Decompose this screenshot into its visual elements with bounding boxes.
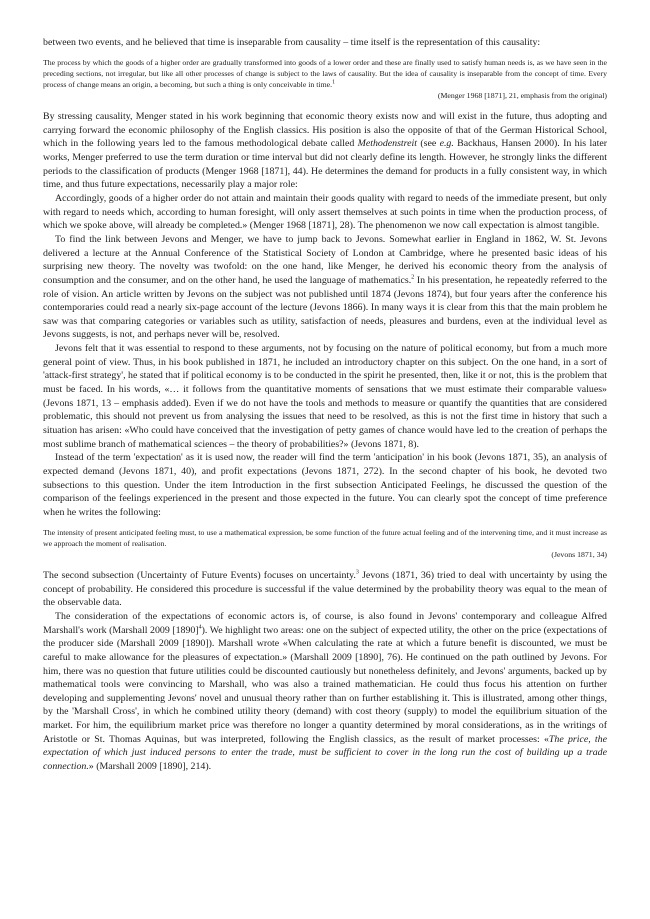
text-run: The consideration of the expectations of economic actors is, of course, is also found in Jevons' contemporary and colleague Alfred Marshall's work (Marshall 2009 [1890] bbox=[43, 610, 607, 636]
text-run: ). We highlight two areas: one on the subject of expected utility, the other on the price (expectations of the producer side (Marshall 2009 [1890]). Marshall wrote «When calculating the rate at which a future benefit is discounted, we must be careful to make allowance for the pleasures of expectation.» (Marshall 2009 [1890], 76). He continued on the path outlined by Jevons. For him, there was no question that future utilities could be discounted cautiously but nonetheless definitely, and Jevons' arguments, backed up by mathematical tools were convincing to Marshall, who was also a trained mathematician. He could thus focus his attention on further developing and supplementing Jevons' novel and unusual theory rather than on further establishing it. This is illustrated, among other things, by the 'Marshall Cross', in which he combined utility theory (demand) with cost theory (supply) to model the equilibrium situation of the market. For him, the equilibrium market price was therefore no longer a quantity determined by moral considerations, as in the writings of Aristotle or St. Thomas Aquinas, but was interpreted, following the English classics, as the result of market processes: « bbox=[43, 624, 607, 745]
block-quote-text: The intensity of present anticipated feeling must, to use a mathematical expression, be some function of the future actual feeling and of the intervening time, and it must increase as we approach the moment of realisation. bbox=[43, 527, 607, 548]
footnote-marker[interactable]: 4 bbox=[198, 624, 202, 631]
text-run: Jevons (1871, 36) tried to deal with uncertainty by using the concept of probability. He considered this procedure is successful if the value determined by the probability theory was equal to the mean of the observable data. bbox=[43, 569, 607, 609]
text-run: The second subsection (Uncertainty of Future Events) focuses on uncertainty. bbox=[43, 569, 356, 581]
paragraph-marshall bbox=[43, 610, 607, 774]
paragraph-jevons-lecture bbox=[43, 233, 607, 342]
text-run: In his presentation, he repeatedly referred to the role of vision. An article written by Jevons on the subject was not published until 1874 (Jevons 1874), but four years after the conference his contemporaries could read a nearly six-page account of the lecture (Jevons 1866). In many ways it is clear from this that the main problem he saw was that comparing categories or variables such as utility, satisfaction of needs, pleasures and burdens, even at the individual level as Jevons suggests, is not, and perhaps never will be, resolved. bbox=[43, 274, 607, 341]
text-run: » (Marshall 2009 [1890], 214). bbox=[88, 761, 212, 773]
text-run: To find the link between Jevons and Menger, we have to jump back to Jevons. Somewhat earlier in England in 1862, W. St. Jevons delivered a lecture at the Annual Conference of the Statistical Society of London at Cambridge, where he presented basic ideas of his surprising new theory. The novelty was twofold: on the one hand, like Menger, he derived his economic theory from the analysis of consumption and the consumer, and on the other hand, he used the language of mathematics. bbox=[43, 233, 607, 286]
footnote-marker[interactable]: 1 bbox=[332, 79, 336, 86]
paragraph-intro: between two events, and he believed that time is inseparable from causality – time itself is the representation of this causality: bbox=[43, 37, 541, 48]
text-run: (see bbox=[417, 138, 440, 150]
paragraph-causality bbox=[43, 110, 607, 192]
paragraph-jevons-response: Jevons felt that it was essential to respond to these arguments, not by focusing on the nature of political economy, but from a much more general point of view. Thus, in his book published in 1871, he included an introductory chapter on this subject. On the one hand, in a sort of 'attack-first strategy', he stated that if political economy is to be conducted in the spirit he presented, then, like it or not, this is the problem that must be faced. In his words, «… it follows from the quantitative moments of sensations that we must estimate their comparable values» (Jevons 1871, 13 – emphasis added). Even if we do not have the tools and methods to measure or quantify the quantities that are considered problematic, this should not prevent us from analysing the issues that need to be resolved, as this is not the first time in history that such a situation has arisen: «Who could have conceived that the investigation of petty games of chance would have led to the creation of perhaps the most sublime branch of mathematical sciences – the theory of probabilities?» (Jevons 1871, 8). bbox=[43, 343, 607, 450]
footnote-marker[interactable]: 3 bbox=[355, 569, 359, 576]
block-quote-menger bbox=[43, 57, 607, 101]
quote-body: The process by which the goods of a higher order are gradually transformed into goods of a lower order and these are finally used to satisfy human needs is, as we have seen in the preceding sections, not irregular, but like all other processes of change is subject to the laws of causality. But the idea of causality is inseparable from the concept of time. Every process of change means an origin, a becoming, but such a thing is only conceivable in time. bbox=[43, 57, 607, 89]
quote-citation: (Jevons 1871, 34) bbox=[551, 549, 607, 559]
text-run: By stressing causality, Menger stated in his work beginning that economic theory exists now and will exist in the future, thus adopting and carrying forward the economic philosophy of the English classics. His position is also the opposite of that of the German Historical School, which in the following years led to the famous methodological debate called bbox=[43, 110, 607, 150]
paragraph-anticipation: Instead of the term 'expectation' as it is used now, the reader will find the term 'anticipation' in his book (Jevons 1871, 35), an analysis of expected demand (Jevons 1871, 40), and profit expectations (Jevons 1871, 272). In the second chapter of his book, he devoted two subsections to this question. Under the item Introduction in the first subsection Anticipated Feelings, he discussed the question of the comparison of the feelings experienced in the present and those expected in the future. You can clearly spot the concept of time preference when he writes the following: bbox=[43, 452, 607, 518]
block-quote-jevons bbox=[43, 527, 607, 560]
emphasis-text: Methodenstreit bbox=[357, 138, 418, 150]
footnote-marker[interactable]: 2 bbox=[411, 274, 415, 281]
block-quote-text bbox=[43, 57, 607, 90]
paragraph-goods: Accordingly, goods of a higher order do not attain and maintain their goods quality with regard to needs of the immediate present, but only with regard to needs which, according to human foresight, will only assert themselves at such points in time when the production process, of which we spoke above, will already be completed.» (Menger 1968 [1871], 28). The phenomenon we now call expectation is almost tangible. bbox=[43, 192, 607, 232]
emphasis-text: The price, the expectation of which just induced persons to enter the trade, must be sufficient to cover in the long run the cost of building up a trade connection. bbox=[43, 733, 607, 773]
paragraph-uncertainty bbox=[43, 569, 607, 610]
emphasis-text: e.g. bbox=[439, 138, 454, 150]
text-run: Backhaus, Hansen 2000). In his later works, Menger preferred to use the term duration or time interval but did not clearly define its length. However, he strongly links the different periods to the classification of products (Menger 1968 [1871], 44). He determines the demand for products in a fully consistent way, in which time, and thus future expectations, necessarily play a major role: bbox=[43, 138, 608, 191]
quote-citation: (Menger 1968 [1871], 21, emphasis from the original) bbox=[437, 90, 607, 100]
